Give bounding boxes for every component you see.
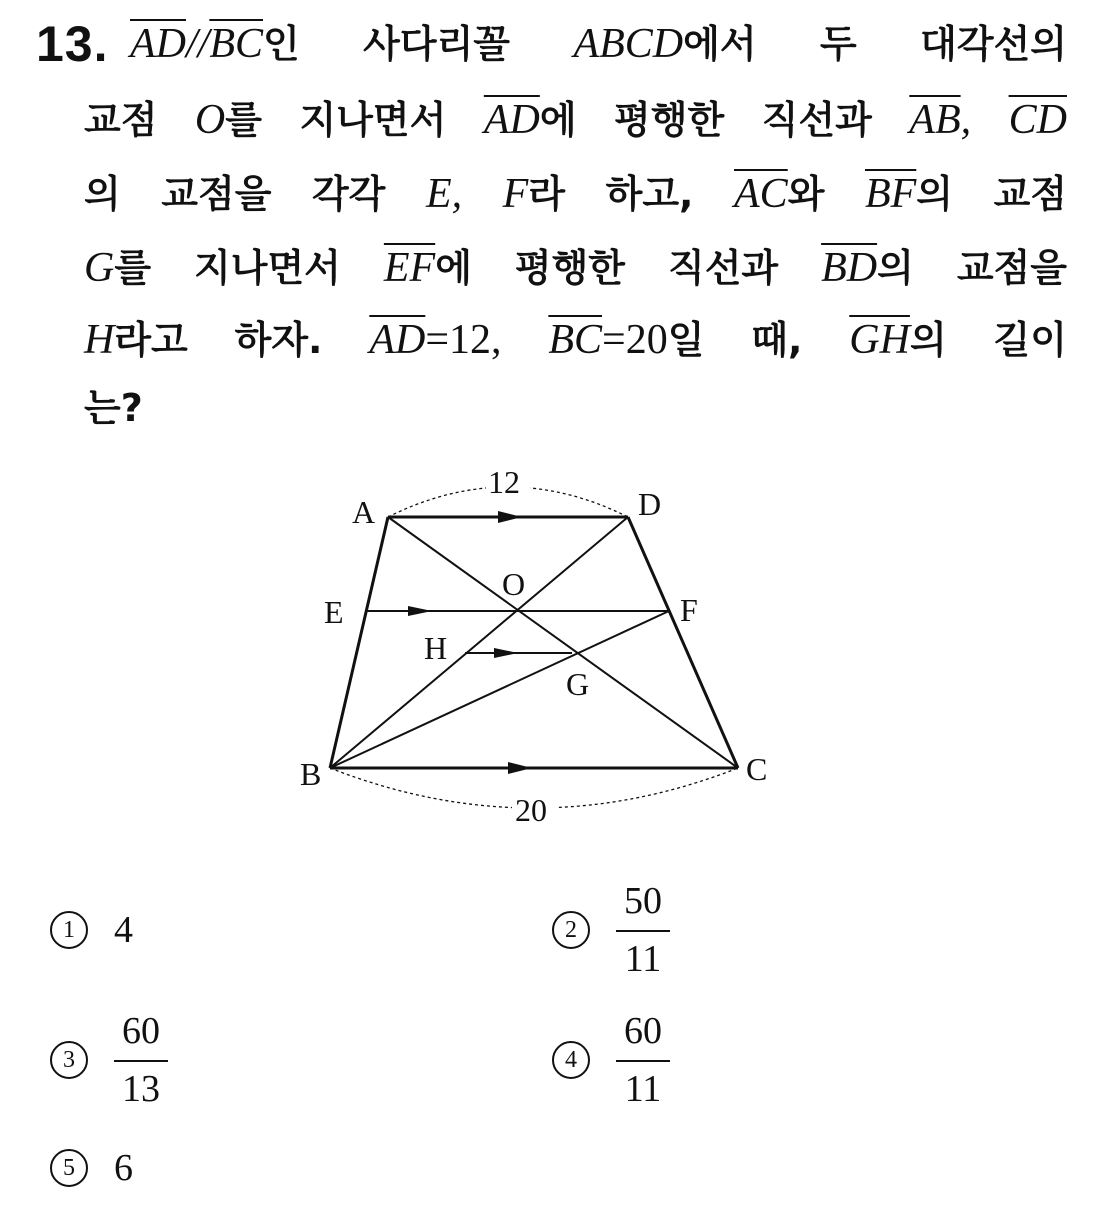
label-d: D <box>638 486 662 522</box>
segment-bc: $\overline{BC}$ <box>209 21 264 67</box>
diagonal-bd <box>330 517 628 768</box>
trapezoid-diagram <box>280 455 800 845</box>
side-ab <box>330 517 388 768</box>
parallel-arrow-ef <box>408 606 432 616</box>
choice-2-marker: 2 <box>552 911 590 949</box>
trapezoid-figure <box>280 455 800 845</box>
segment-ad: $\overline{AD}$ <box>130 21 186 67</box>
choice-3-fraction: $\frac{60}{13}$ <box>114 1008 168 1112</box>
choice-3[interactable] <box>50 1010 168 1110</box>
choice-5-marker: 5 <box>50 1149 88 1187</box>
label-b: B <box>300 756 322 792</box>
question-line-6: 는? <box>84 386 143 430</box>
choice-2-fraction: $\frac{50}{11}$ <box>616 878 670 982</box>
label-c: C <box>746 751 768 787</box>
choice-4-fraction: $\frac{60}{11}$ <box>616 1008 670 1112</box>
choice-3-marker: 3 <box>50 1041 88 1079</box>
choice-1-marker: 1 <box>50 911 88 949</box>
choice-2[interactable] <box>552 880 670 980</box>
side-dc <box>628 517 738 768</box>
choice-4[interactable] <box>552 1010 670 1110</box>
choice-1-value: 4 <box>114 909 133 951</box>
parallel-arrow-bc <box>508 762 532 774</box>
label-h: H <box>424 630 448 666</box>
label-a: A <box>352 494 376 530</box>
choice-4-marker: 4 <box>552 1041 590 1079</box>
question-line-4: G를 지나면서 $\overline{EF}$에 평행한 직선과 $\overline{BD}$의 교점을 <box>84 245 1067 291</box>
choice-5[interactable] <box>50 1118 133 1218</box>
label-e: E <box>324 594 344 630</box>
segment-bf <box>330 611 669 768</box>
parallel-arrow-hg <box>494 648 518 658</box>
label-o: O <box>502 566 526 602</box>
choice-5-value: 6 <box>114 1147 133 1189</box>
choice-1[interactable] <box>50 880 133 980</box>
label-bottom-length: 20 <box>515 792 547 828</box>
question-line-5: H라고 하자. $\overline{AD}=12$, $\overline{BC}=20$일 때, $\overline{GH}$의 길이 <box>84 317 1067 363</box>
question-line-2: 교점 O를 지나면서 $\overline{AD}$에 평행한 직선과 $\overline{AB}$, $\overline{CD}$ <box>84 97 1067 143</box>
question-line-1: $\overline{AD}//\overline{BC}$인 사다리꼴 ABCD에서 두 대각선의 <box>130 21 1067 67</box>
label-g: G <box>566 666 590 702</box>
parallel-arrow-ad <box>498 511 522 523</box>
question-line-3: 의 교점을 각각 E, F라 하고, $\overline{AC}$와 $\overline{BF}$의 교점 <box>84 171 1067 217</box>
label-f: F <box>680 592 698 628</box>
quad-abcd: ABCD <box>573 21 684 67</box>
label-top-length: 12 <box>488 464 520 500</box>
question-number: 13. <box>36 16 109 72</box>
